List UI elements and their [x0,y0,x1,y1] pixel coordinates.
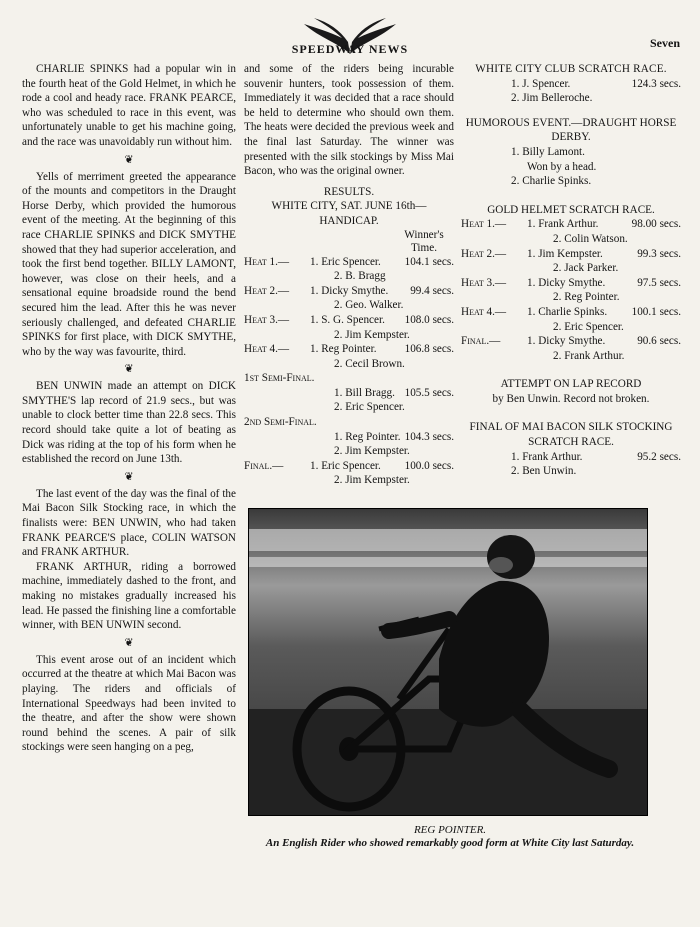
rider-name: 2. Cecil Brown. [334,357,405,370]
race-time: 99.3 secs. [637,247,681,260]
table-row [244,444,454,459]
rider-name: 1. Frank Arthur. [527,218,599,231]
heat-label: Heat 1.— [244,255,290,268]
rider-name: 2. Jim Kempster. [334,474,410,487]
race-time: 104.3 secs. [404,430,454,443]
table-row [244,459,454,474]
heat-label: 2nd Semi-Final. [244,416,317,429]
rider-name: 1. Eric Spencer. [310,255,381,268]
table-row [244,371,454,386]
heat-label: Heat 3.— [461,276,507,289]
results-table [244,255,454,489]
table-row [244,430,454,445]
ornament-icon: ❦ [124,636,134,649]
race-time: 97.5 secs. [637,276,681,289]
rider-name: 1. Frank Arthur. [511,450,583,463]
rider-name: 2. Reg Pointer. [553,291,620,304]
race-time: 90.6 secs. [637,335,681,348]
club-race-title: WHITE CITY CLUB SCRATCH RACE. [475,63,667,75]
caption-description: An English Rider who showed remarkably good form at White City last Saturday. [265,837,635,849]
rider-name: 2. Jim Kempster. [334,445,410,458]
rider-name: 2. Colin Watson. [553,232,628,245]
rider-name: 1. Dicky Smythe. [310,284,389,297]
rider-name: 1. Bill Bragg. [334,386,395,399]
table-row [244,255,454,270]
lap-record-title: ATTEMPT ON LAP RECORD [500,378,642,391]
table-row [461,276,681,291]
table-row [244,313,454,328]
table-row [461,320,681,335]
rider-name: 2. Eric Spencer. [553,320,624,333]
photo-caption [240,824,660,850]
paragraph: and some of the riders being incurable souvenir hunters, took possession of them. Immediately it was decided that a race should be held to determine who should own them. The heats were decided the previous week and the final last Saturday. The winner was presented with the silk stockings by Miss Mai Bacon, who was the original owner. [244,63,454,178]
caption-name: REG POINTER. [413,824,487,836]
table-row [244,357,454,372]
table-row [244,400,454,415]
rider-photo [248,508,648,816]
table-row [244,328,454,343]
club-race-results [461,77,681,106]
ornament-icon: ❦ [124,470,134,483]
results-event: HANDICAP. [319,214,379,227]
rider-name: 2. Jack Parker. [553,262,619,275]
heat-label: Heat 3.— [244,313,290,326]
race-time: 100.0 secs. [404,459,454,472]
race-time: 99.4 secs. [410,284,454,297]
rider-name: 1. Eric Spencer. [310,459,381,472]
table-row [461,91,681,106]
rider-name: 2. Geo. Walker. [334,299,404,312]
heat-label: Heat 2.— [461,247,507,260]
heat-label: Heat 4.— [461,305,507,318]
silk-stocking-title: FINAL OF MAI BACON SILK STOCKING SCRATCH RACE. [469,421,673,449]
paragraph: FRANK ARTHUR, riding a borrowed machine, immediately dashed to the front, and making no mistakes gradually increased his lead. He passed the finishing line a comfortable winner, with BEN UNWIN second. [22,560,236,632]
rider-name: 1. Reg Pointer. [310,343,377,356]
gold-helmet-results [461,217,681,363]
article-column-2 [244,62,454,488]
paragraph: Yells of merriment greeted the appearance of the mounts and competitors in the Draught Horse Derby, which provided the humorous event of the meeting. At the beginning of this race CHARLIE SPINKS and DICK SMYTHE showed that they had superior acceleration, and took the first bend together. BILLY LAMONT, however, was close on their heels, and a sensational equine broadside round the bend secured him the lead. After this he was never seriously challenged, and defeated CHARLIE SPINKS for first place, with DICK SMYTHE, who by the way was favourite, third. [22,170,236,358]
masthead-title: SPEEDWAY NEWS [291,42,409,56]
paragraph: This event arose out of an incident which occurred at the theatre at which Mai Bacon was playing. The riders and officials of International Speedways had been invited to the theatre, and after the show were shown round behind the scenes. A pair of silk stockings were seen hanging on a peg, [22,653,236,754]
results-column-3 [461,62,681,479]
ornament-icon: ❦ [124,153,134,166]
race-time: 100.1 secs. [631,305,681,318]
results-title: RESULTS. [323,185,375,198]
rider-name: 2. Eric Spencer. [334,401,405,414]
gold-helmet-title: GOLD HELMET SCRATCH RACE. [487,203,655,216]
table-row [244,342,454,357]
rider-name: 1. Charlie Spinks. [527,305,608,318]
race-time: 104.1 secs. [404,255,454,268]
table-row [461,290,681,305]
list-item: 1. Billy Lamont. [511,145,585,158]
table-row [461,77,681,92]
paragraph: The last event of the day was the final of the Mai Bacon Silk Stocking race, in which the finalists were: BEN UNWIN, who had taken FRANK PEARCE'S place, COLIN WATSON and FRANK ARTHUR. [22,487,236,559]
race-time: 95.2 secs. [637,450,681,463]
rider-name: 2. Ben Unwin. [511,465,577,478]
rider-name: 1. S. G. Spencer. [310,313,385,326]
table-row [461,464,681,479]
heat-label: 1st Semi-Final. [244,372,315,385]
table-row [244,298,454,313]
heat-label: Heat 4.— [244,343,290,356]
rider-name: 1. Jim Kempster. [527,247,603,260]
winners-time-label: Winner's Time. [404,228,444,254]
humorous-event-title: HUMOROUS EVENT.—DRAUGHT HORSE DERBY. [465,116,677,144]
heat-label: Final.— [244,459,284,472]
race-time: 124.3 secs. [631,77,681,90]
winners-time-header [244,229,454,255]
table-row [244,386,454,401]
race-time: 106.8 secs. [404,343,454,356]
results-subtitle: WHITE CITY, SAT. JUNE 16th— [271,200,427,213]
table-row [461,232,681,247]
table-row [461,217,681,232]
ornament-icon: ❦ [124,363,134,376]
table-row [461,305,681,320]
humorous-event-results [461,145,681,189]
lap-record-text: by Ben Unwin. Record not broken. [492,392,650,405]
heat-label: Heat 1.— [461,218,507,231]
list-item: Won by a head. [527,160,597,173]
speedway-rider-illustration [249,509,647,815]
race-time: 98.00 secs. [631,218,681,231]
rider-name: 2. B. Bragg [334,270,386,283]
table-row [244,269,454,284]
table-row [244,284,454,299]
rider-name: 1. Dicky Smythe. [527,335,606,348]
rider-name: 1. Dicky Smythe. [527,276,606,289]
paragraph: BEN UNWIN made an attempt on DICK SMYTHE'S lap record of 21.9 secs., but was unable to clock better time than 22.8 secs. This record should take quite a lot of beating as Dick was riding at the top of his form when he established the record on June 13th. [22,380,236,466]
table-row [461,261,681,276]
table-row [461,334,681,349]
rider-name: 2. Jim Belleroche. [511,92,593,105]
rider-name: 2. Frank Arthur. [553,349,625,362]
table-row [461,349,681,364]
list-item: 2. Charlie Spinks. [511,175,592,188]
table-row [244,473,454,488]
silk-stocking-results [461,450,681,479]
table-row [461,247,681,262]
table-row [461,450,681,465]
article-column-1 [22,62,236,755]
table-row [244,415,454,430]
race-time: 105.5 secs. [404,386,454,399]
rider-name: 2. Jim Kempster. [334,328,410,341]
race-time: 108.0 secs. [404,313,454,326]
paragraph: CHARLIE SPINKS had a popular win in the fourth heat of the Gold Helmet, in which he rode a cool and heady race. FRANK PEARCE, who was scheduled to race in this event, was unfortunately unable to get his machine going, and the race was unavoidably run without him. [22,63,236,148]
rider-name: 1. Reg Pointer. [334,430,401,443]
page-number: Seven [650,36,680,50]
rider-name: 1. J. Spencer. [511,77,571,90]
heat-label: Final.— [461,335,501,348]
heat-label: Heat 2.— [244,284,290,297]
